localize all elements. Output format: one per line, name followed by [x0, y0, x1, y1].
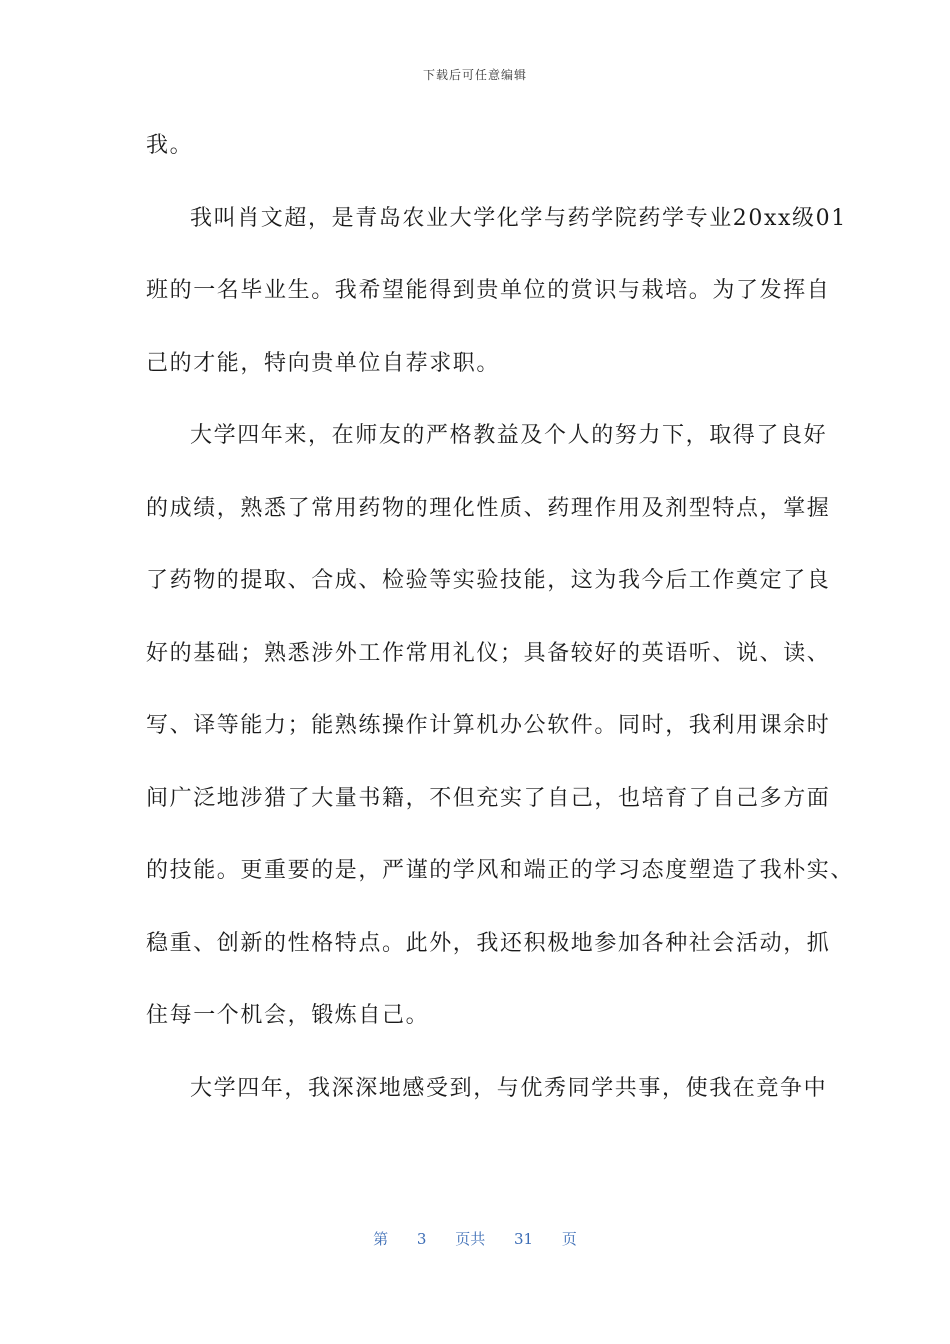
body-line: 的技能。更重要的是，严谨的学风和端正的学习态度塑造了我朴实、 — [146, 858, 855, 883]
body-line: 我叫肖文超，是青岛农业大学化学与药学院药学专业20xx级01 — [190, 205, 847, 231]
footer-total-pages: 31 — [514, 1230, 534, 1248]
body-line: 班的一名毕业生。我希望能得到贵单位的赏识与栽培。为了发挥自 — [146, 278, 831, 303]
page-header: 下载后可任意编辑 — [422, 68, 527, 82]
body-line: 写、译等能力；能熟练操作计算机办公软件。同时，我利用课余时 — [146, 713, 831, 738]
body-line: 大学四年来，在师友的严格教益及个人的努力下，取得了良好 — [190, 423, 828, 448]
body-line: 住每一个机会，锻炼自己。 — [146, 1003, 430, 1028]
page-footer — [0, 1228, 950, 1249]
body-line: 稳重、创新的性格特点。此外，我还积极地参加各种社会活动，抓 — [146, 930, 831, 956]
body-line: 了药物的提取、合成、检验等实验技能，这为我今后工作奠定了良 — [146, 568, 831, 593]
footer-current-page: 3 — [416, 1230, 427, 1248]
body-line: 的成绩，熟悉了常用药物的理化性质、药理作用及剂型特点，掌握 — [146, 495, 831, 521]
footer-middle: 页共 — [455, 1230, 486, 1248]
body-line: 己的才能，特向贵单位自荐求职。 — [146, 350, 501, 376]
body-line: 好的基础；熟悉涉外工作常用礼仪；具备较好的英语听、说、读、 — [146, 640, 831, 666]
footer-prefix: 第 — [373, 1230, 389, 1248]
footer-suffix: 页 — [561, 1230, 577, 1248]
body-line: 我。 — [146, 133, 194, 158]
body-line: 大学四年，我深深地感受到，与优秀同学共事，使我在竞争中 — [190, 1075, 828, 1101]
document-body — [146, 124, 855, 1139]
body-line: 间广泛地涉猎了大量书籍，不但充实了自己，也培育了自己多方面 — [146, 785, 831, 811]
